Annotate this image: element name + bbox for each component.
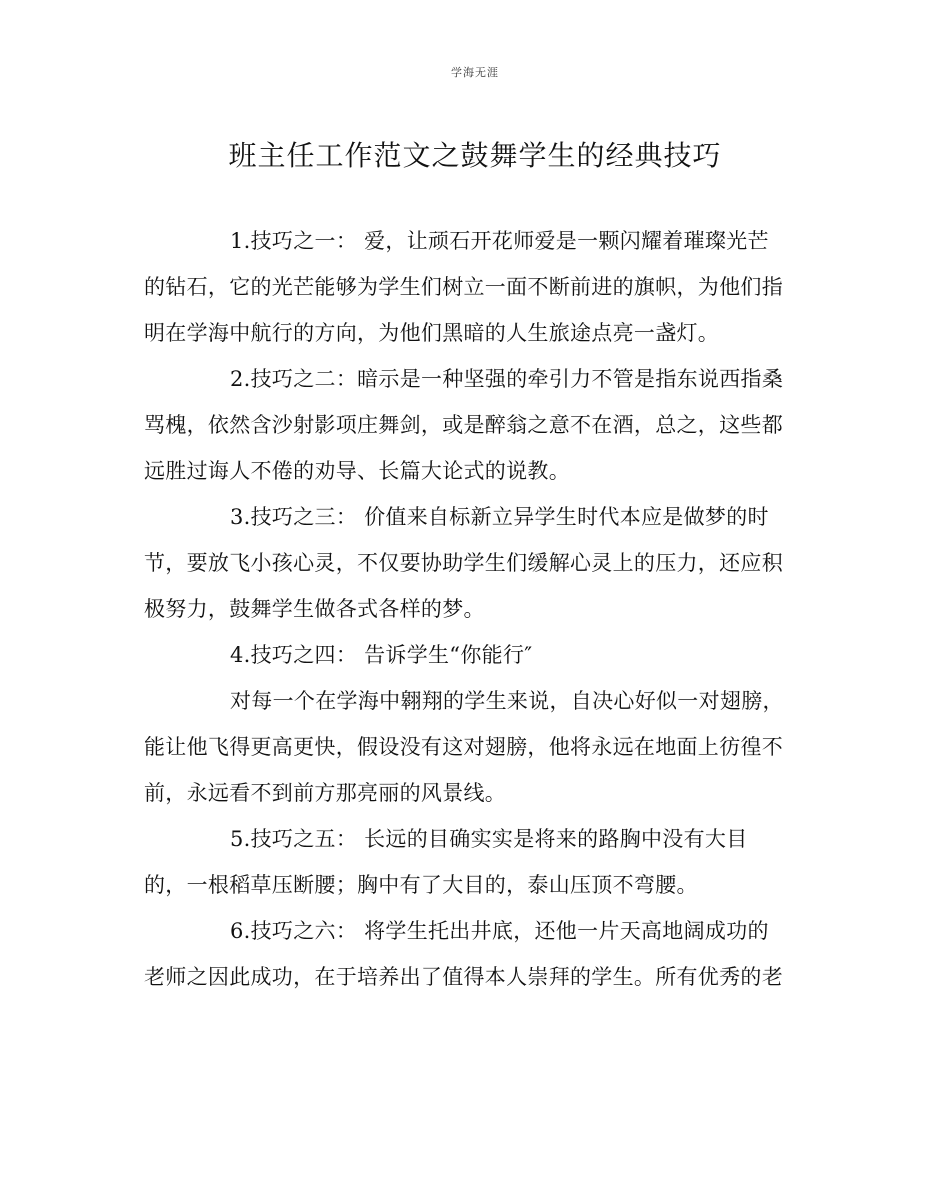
body-line: 远胜过诲人不倦的劝导、长篇大论式的说教。 — [144, 459, 570, 483]
body-line: 6.技巧之六： 将学生托出井底，还他一片天高地阔成功的 — [230, 919, 769, 943]
body-line: 明在学海中航行的方向，为他们黑暗的人生旅途点亮一盏灯。 — [144, 321, 720, 345]
page-header: 学海无涯 — [451, 66, 499, 79]
body-line: 老师之因此成功，在于培养出了值得本人崇拜的学生。所有优秀的老 — [144, 965, 783, 989]
document-body — [144, 218, 808, 1000]
body-line: 5.技巧之五： 长远的目确实实是将来的路胸中没有大目 — [230, 827, 748, 851]
body-line: 2.技巧之二：暗示是一种坚强的牵引力不管是指东说西指桑 — [230, 367, 784, 391]
body-line: 3.技巧之三： 价值来自标新立异学生时代本应是做梦的时 — [230, 505, 769, 529]
body-line: 骂槐，依然含沙射影项庄舞剑，或是醉翁之意不在酒，总之，这些都 — [144, 413, 783, 437]
body-line: 对每一个在学海中翱翔的学生来说，自决心好似一对翅膀， — [230, 689, 784, 713]
body-line: 1.技巧之一： 爱，让顽石开花师爱是一颗闪耀着璀璨光芒 — [230, 229, 769, 253]
body-line: 节，要放飞小孩心灵，不仅要协助学生们缓解心灵上的压力，还应积 — [144, 551, 783, 575]
document-title: 班主任工作范文之鼓舞学生的经典技巧 — [228, 139, 722, 172]
body-line: 的，一根稻草压断腰；胸中有了大目的，泰山压顶不弯腰。 — [144, 873, 698, 897]
body-line: 4.技巧之四： 告诉学生“你能行″ — [230, 643, 533, 667]
body-line: 能让他飞得更高更快，假设没有这对翅膀，他将永远在地面上彷徨不 — [144, 735, 783, 759]
body-line: 前，永远看不到前方那亮丽的风景线。 — [144, 781, 507, 805]
body-line: 的钻石，它的光芒能够为学生们树立一面不断前进的旗帜，为他们指 — [144, 275, 783, 299]
body-line: 极努力，鼓舞学生做各式各样的梦。 — [144, 597, 485, 621]
